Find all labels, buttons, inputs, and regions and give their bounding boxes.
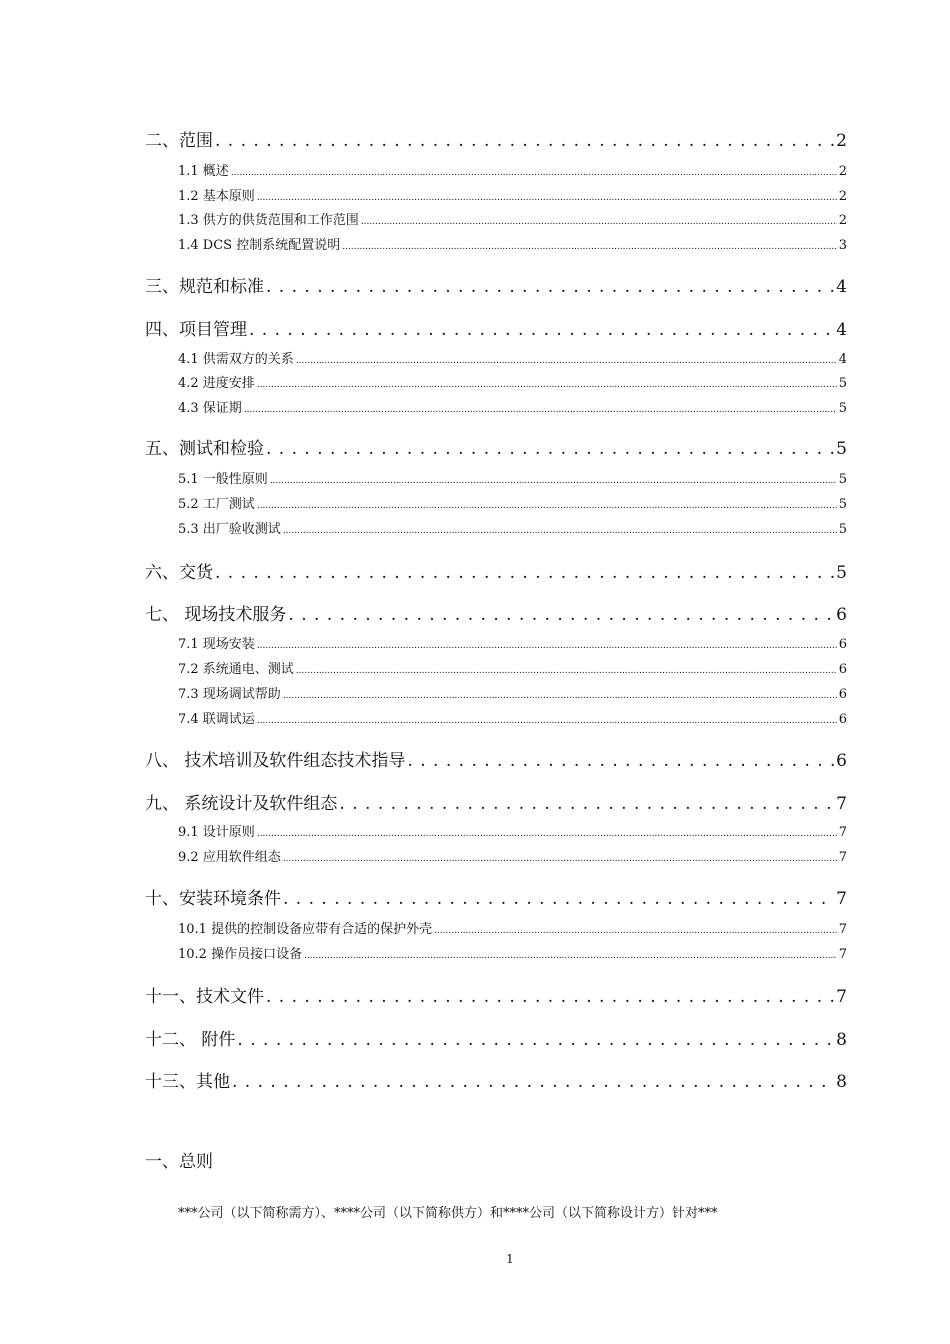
toc-entry[interactable] xyxy=(178,209,847,228)
toc-entry-page: 3 xyxy=(838,238,847,253)
toc-entry-page: 6 xyxy=(838,687,847,702)
toc-entry-page: 2 xyxy=(836,131,847,151)
toc-leader xyxy=(296,352,837,367)
toc-entry-page: 5 xyxy=(836,439,847,459)
toc-entry[interactable] xyxy=(178,633,847,652)
toc-entry[interactable] xyxy=(178,348,847,367)
toc-entry-page: 4 xyxy=(836,277,847,297)
toc-entry-title: 十、安装环境条件 xyxy=(145,889,281,909)
toc-entry[interactable] xyxy=(145,982,847,1007)
toc-entry-page: 4 xyxy=(836,320,847,340)
toc-leader xyxy=(215,131,834,151)
toc-entry[interactable] xyxy=(178,234,847,253)
toc-entry-title: 七、 现场技术服务 xyxy=(145,605,287,625)
toc-entry[interactable] xyxy=(145,600,847,625)
toc-entry[interactable] xyxy=(145,272,847,297)
toc-entry[interactable] xyxy=(145,1067,847,1092)
toc-entry[interactable] xyxy=(178,918,847,937)
toc-leader xyxy=(270,472,837,487)
toc-entry[interactable] xyxy=(178,658,847,677)
toc-entry-page: 7 xyxy=(838,850,847,865)
toc-leader xyxy=(304,947,837,962)
toc-entry-title: 四、项目管理 xyxy=(145,320,247,340)
toc-entry-title: 7.3 现场调试帮助 xyxy=(178,687,281,702)
toc-entry[interactable] xyxy=(178,185,847,204)
toc-entry-page: 2 xyxy=(838,213,847,228)
toc-entry[interactable] xyxy=(178,708,847,727)
toc-entry-title: 4.1 供需双方的关系 xyxy=(178,352,294,367)
toc-entry-title: 二、范围 xyxy=(145,131,213,151)
toc-leader xyxy=(232,1072,834,1092)
toc-entry-page: 5 xyxy=(838,376,847,391)
toc-entry-page: 5 xyxy=(838,522,847,537)
toc-entry-page: 5 xyxy=(838,497,847,512)
toc-entry[interactable] xyxy=(178,518,847,537)
toc-entry[interactable] xyxy=(145,315,847,340)
toc-leader xyxy=(434,922,837,937)
toc-entry-page: 2 xyxy=(838,164,847,179)
toc-entry-title: 7.1 现场安装 xyxy=(178,637,255,652)
toc-entry-page: 7 xyxy=(838,947,847,962)
toc-entry[interactable] xyxy=(178,372,847,391)
toc-entry-page: 5 xyxy=(836,563,847,583)
toc-leader xyxy=(339,794,834,814)
toc-entry-page: 7 xyxy=(836,987,847,1007)
toc-entry[interactable] xyxy=(145,884,847,909)
toc-leader xyxy=(257,637,837,652)
toc-entry[interactable] xyxy=(178,493,847,512)
toc-leader xyxy=(257,712,837,727)
toc-leader xyxy=(283,687,837,702)
toc-entry[interactable] xyxy=(145,1025,847,1050)
toc-entry-title: 九、 系统设计及软件组态 xyxy=(145,794,338,814)
toc-entry-page: 6 xyxy=(836,751,847,771)
toc-entry-page: 7 xyxy=(838,825,847,840)
toc-leader xyxy=(257,189,837,204)
toc-leader xyxy=(283,889,834,909)
toc-entry[interactable] xyxy=(145,434,847,459)
toc-leader xyxy=(257,376,837,391)
toc-leader xyxy=(244,401,837,416)
toc-entry[interactable] xyxy=(178,468,847,487)
toc-entry-title: 十三、其他 xyxy=(145,1072,230,1092)
toc-entry-page: 5 xyxy=(838,401,847,416)
toc-leader xyxy=(407,751,834,771)
toc-leader xyxy=(266,439,834,459)
toc-leader xyxy=(249,320,834,340)
toc-entry-title: 三、规范和标准 xyxy=(145,277,264,297)
toc-entry-title: 5.1 一般性原则 xyxy=(178,472,268,487)
toc-entry-title: 八、 技术培训及软件组态技术指导 xyxy=(145,751,406,771)
toc-entry[interactable] xyxy=(178,846,847,865)
toc-entry[interactable] xyxy=(145,789,847,814)
toc-entry-page: 4 xyxy=(838,352,847,367)
toc-leader xyxy=(257,497,837,512)
toc-entry-page: 7 xyxy=(838,922,847,937)
toc-leader xyxy=(342,238,837,253)
toc-entry-title: 7.2 系统通电、测试 xyxy=(178,662,294,677)
toc-entry-title: 1.3 供方的供货范围和工作范围 xyxy=(178,213,359,228)
toc-entry-title: 十二、 附件 xyxy=(145,1030,236,1050)
toc-entry-title: 5.3 出厂验收测试 xyxy=(178,522,281,537)
toc-entry-title: 7.4 联调试运 xyxy=(178,712,255,727)
toc-entry-page: 7 xyxy=(836,794,847,814)
toc-entry-page: 6 xyxy=(838,712,847,727)
toc-entry-page: 6 xyxy=(838,662,847,677)
toc-entry[interactable] xyxy=(145,126,847,151)
toc-leader xyxy=(288,605,834,625)
toc-entry-title: 10.2 操作员接口设备 xyxy=(178,947,303,962)
toc-entry-title: 9.2 应用软件组态 xyxy=(178,850,281,865)
toc-entry-page: 8 xyxy=(836,1072,847,1092)
toc-leader xyxy=(231,164,837,179)
toc-entry[interactable] xyxy=(178,821,847,840)
toc-leader xyxy=(215,563,834,583)
toc-leader xyxy=(296,662,837,677)
body-paragraph: ***公司（以下简称需方）、****公司（以下简称供方）和****公司（以下简称设计方）针对*** xyxy=(178,1206,718,1221)
toc-entry-page: 8 xyxy=(836,1030,847,1050)
toc-entry-title: 1.4 DCS 控制系统配置说明 xyxy=(178,238,341,253)
toc-entry[interactable] xyxy=(178,943,847,962)
toc-entry-page: 2 xyxy=(838,189,847,204)
page-number: 1 xyxy=(506,1252,514,1266)
toc-entry-title: 六、交货 xyxy=(145,563,213,583)
toc-leader xyxy=(266,277,834,297)
toc-entry[interactable] xyxy=(178,683,847,702)
toc-entry[interactable] xyxy=(178,397,847,416)
toc-leader xyxy=(266,987,834,1007)
toc-entry-title: 10.1 提供的控制设备应带有合适的保护外壳 xyxy=(178,922,433,937)
toc-leader xyxy=(283,850,837,865)
toc-entry[interactable] xyxy=(145,746,847,771)
toc-entry[interactable] xyxy=(178,160,847,179)
toc-entry-page: 6 xyxy=(836,605,847,625)
toc-entry[interactable] xyxy=(145,558,847,583)
toc-entry-title: 1.2 基本原则 xyxy=(178,189,255,204)
toc-entry-title: 5.2 工厂测试 xyxy=(178,497,255,512)
toc-entry-title: 4.2 进度安排 xyxy=(178,376,255,391)
toc-leader xyxy=(361,213,837,228)
toc-leader xyxy=(283,522,837,537)
toc-leader xyxy=(237,1030,834,1050)
toc-entry-title: 4.3 保证期 xyxy=(178,401,242,416)
section-heading: 一、总则 xyxy=(145,1152,213,1172)
toc-leader xyxy=(257,825,837,840)
toc-entry-title: 五、测试和检验 xyxy=(145,439,264,459)
toc-entry-page: 5 xyxy=(838,472,847,487)
toc-entry-title: 十一、技术文件 xyxy=(145,987,264,1007)
toc-entry-title: 9.1 设计原则 xyxy=(178,825,255,840)
toc-entry-page: 7 xyxy=(836,889,847,909)
toc-entry-title: 1.1 概述 xyxy=(178,164,229,179)
toc-entry-page: 6 xyxy=(838,637,847,652)
